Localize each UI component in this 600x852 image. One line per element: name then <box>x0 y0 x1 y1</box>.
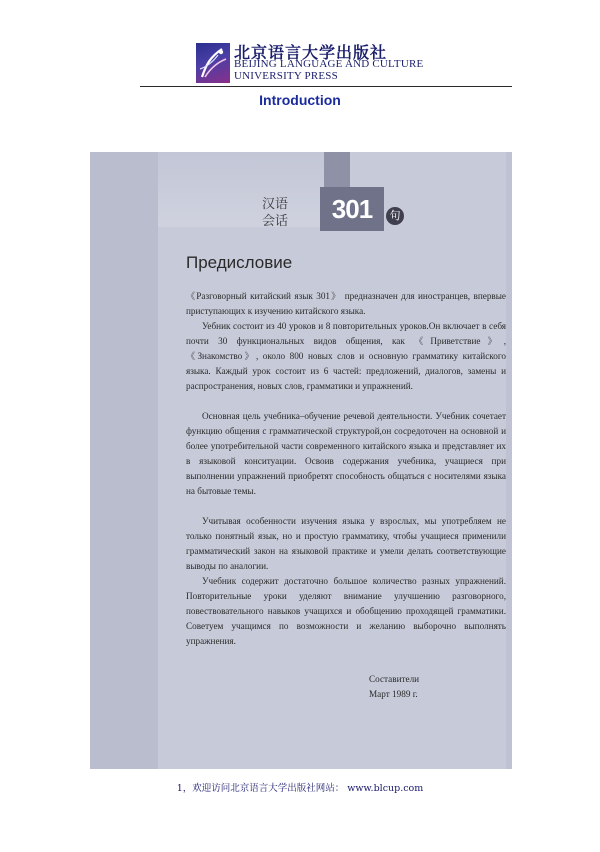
paragraph-5: Учебник содержит достаточно большое количество разных упражнений. Повторительные уроки уделяют внимание улучшению разговорного, повествовательного навыков учащихся и обобщению проходящей грамматики. Советуем учащимся по возможности и желанию выборочно выполнять упражнения. <box>186 576 506 646</box>
scanned-page <box>90 152 512 769</box>
publisher-name-cn: 北京语言大学出版社 <box>234 43 388 62</box>
publisher-name-en-line2: UNIVERSITY PRESS <box>234 70 338 82</box>
publisher-emblem-icon <box>196 43 230 83</box>
publisher-logo <box>196 43 424 85</box>
footer-note: 1，欢迎访问北京语言大学出版社网站： www.blcup.com <box>176 783 424 794</box>
page-left-margin <box>90 152 158 769</box>
header-divider <box>140 86 512 87</box>
page-right-edge <box>506 152 512 769</box>
section-title: Introduction <box>259 92 341 108</box>
paragraph-3: Основная цель учебника–обучение речевой деятельности. Учебник сочетает функцию общения с грамматической структурой,он сосредоточен на основной и более употребительной части современного китайского языка и представляет их в языковой конситуации. Освоив содержания учебника, учащиеся при выполнении упражнений приобретят способность общаться с носителями языка на бытовые темы. <box>186 411 506 496</box>
paragraph-1: 《Разговорный китайский язык 301》 предназначен для иностранцев, впервые приступающих к изучению китайского языка. <box>186 291 506 316</box>
signature-date: Март 1989 г. <box>369 689 418 699</box>
signature: Составители <box>369 674 420 684</box>
book-logo-line1: 汉语 <box>262 197 289 212</box>
book-logo-circle-char: 句 <box>386 207 404 225</box>
page-text-column <box>158 152 506 769</box>
paragraph-2: Уебник состоит из 40 уроков и 8 повторительных уроков.Он включает в себя почти 30 функциональных видов общения, как 《Приветствие》, 《Знакомство》, около 800 новых слов и основную грамматику китайского языка. Каждый урок состоит из 6 частей: предложений, диалогов, замены и распространения, новых слов, грамматики и упражнений. <box>186 321 506 391</box>
preface-title: Предисловие <box>186 253 293 272</box>
book-logo-number: 301 <box>320 187 384 231</box>
book-logo-line2: 会话 <box>262 214 289 229</box>
paragraph-4: Учитывая особенности изучения языка у взрослых, мы употребляем не только понятный язык, но и простую грамматику, чтобы учащиеся применили грамматический закон на языковой практике и умели делать соответствующие выводы по аналогии. <box>186 516 506 571</box>
publisher-name-en-line1: BEIJING LANGUAGE AND CULTURE <box>234 58 424 70</box>
